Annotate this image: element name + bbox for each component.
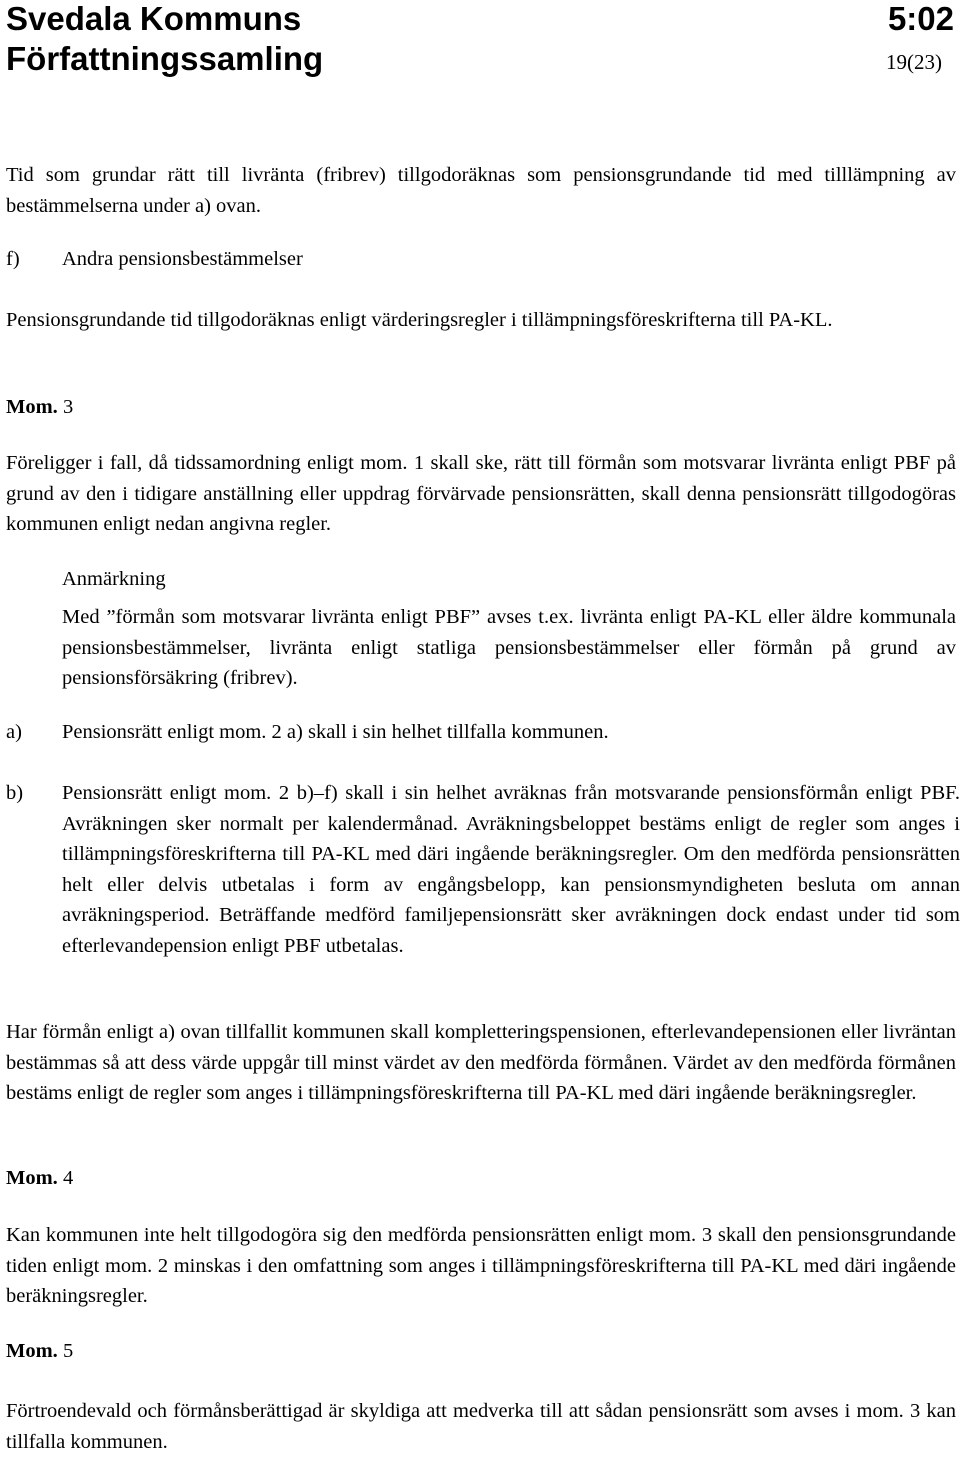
- item-b-text: Pensionsrätt enligt mom. 2 b)–f) skall i sin helhet avräknas från motsvarande pensionsförmån enligt PBF. Avräkningen sker normalt per kalendermånad. Avräkningsbeloppet bestäms enligt de regler som anges i tillämpningsföreskrifterna till PA-KL med däri ingående beräkningsregler. Om den medförda pensionsrätten helt eller delvis utbetalas i form av engångsbelopp, kan pensionsmyndigheten besluta om annan avräkningsperiod. Beträffande medförd familjepensionsrätt sker avräkningen dock endast under tid som efterlevandepension enligt PBF utbetalas.: [62, 782, 960, 957]
- paragraph-tidssamordning: Föreligger i fall, då tidssamordning enligt mom. 1 skall ske, rätt till förmån som motsvarar livränta enligt PBF på grund av den i tidigare anställning eller uppdrag förvärvade pensionsrätten, skall denna pensionsrätt tillgodogöras kommunen enligt nedan angivna regler.: [6, 452, 956, 535]
- mom5-label: Mom.: [6, 1340, 58, 1362]
- paragraph-minskning: Kan kommunen inte helt tillgodogöra sig den medförda pensionsrätten enligt mom. 3 skall den pensionsgrundande tiden enligt mom. 2 minskas i den omfattning som anges i tillämpningsföreskrifterna till PA-KL med däri ingående beräkningsregler.: [6, 1224, 956, 1307]
- mom3-number: 3: [62, 396, 74, 418]
- mom3-heading: [6, 392, 956, 423]
- paragraph-kompletteringspension: Har förmån enligt a) ovan tillfallit kommunen skall kompletteringspensionen, efterlevandepensionen eller livräntan bestämmas så att dess värde uppgår till minst värdet av den medförda förmånen. Värdet av den medförda förmånen bestäms enligt de regler som anges i tillämpningsföreskrifterna till PA-KL med däri ingående beräkningsregler.: [6, 1021, 956, 1104]
- mom4-heading: [6, 1163, 956, 1194]
- page-header: [6, 0, 954, 90]
- note-heading: Anmärkning: [62, 568, 166, 590]
- paragraph-fribrev: Tid som grundar rätt till livränta (fribrev) tillgodoräknas som pensionsgrundande tid med tilllämpning av bestämmelserna under a) ovan.: [6, 164, 956, 217]
- note-text: Med ”förmån som motsvarar livränta enligt PBF” avses t.ex. livränta enligt PA-KL eller äldre kommunala pensionsbestämmelser, livränta enligt statliga pensionsbestämmelser eller förmån på grund av pensionsförsäkring (fribrev).: [62, 606, 956, 689]
- page-number: 19(23): [886, 50, 942, 74]
- section-number: 5:02: [887, 0, 954, 37]
- mom4-number: 4: [62, 1167, 74, 1189]
- municipality-name: Svedala Kommuns: [6, 0, 302, 37]
- mom4-label: Mom.: [6, 1167, 58, 1189]
- item-a-label: a): [6, 721, 22, 743]
- mom5-number: 5: [62, 1340, 74, 1362]
- mom3-label: Mom.: [6, 396, 58, 418]
- mom5-heading: [6, 1336, 956, 1367]
- paragraph-medverkan: Förtroendevald och förmånsberättigad är skyldiga att medverka till att sådan pensionsrätt som avses i mom. 3 kan tillfalla kommunen.: [6, 1400, 956, 1453]
- item-a-text: Pensionsrätt enligt mom. 2 a) skall i sin helhet tillfalla kommunen.: [62, 721, 609, 743]
- item-b-label: b): [6, 782, 24, 804]
- collection-title: Författningssamling: [6, 40, 324, 77]
- section-f-title: Andra pensionsbestämmelser: [62, 248, 303, 270]
- paragraph-pensionsgrundande: Pensionsgrundande tid tillgodoräknas enligt värderingsregler i tillämpningsföreskrifterna till PA-KL.: [6, 309, 833, 331]
- section-f-label: f): [6, 248, 20, 270]
